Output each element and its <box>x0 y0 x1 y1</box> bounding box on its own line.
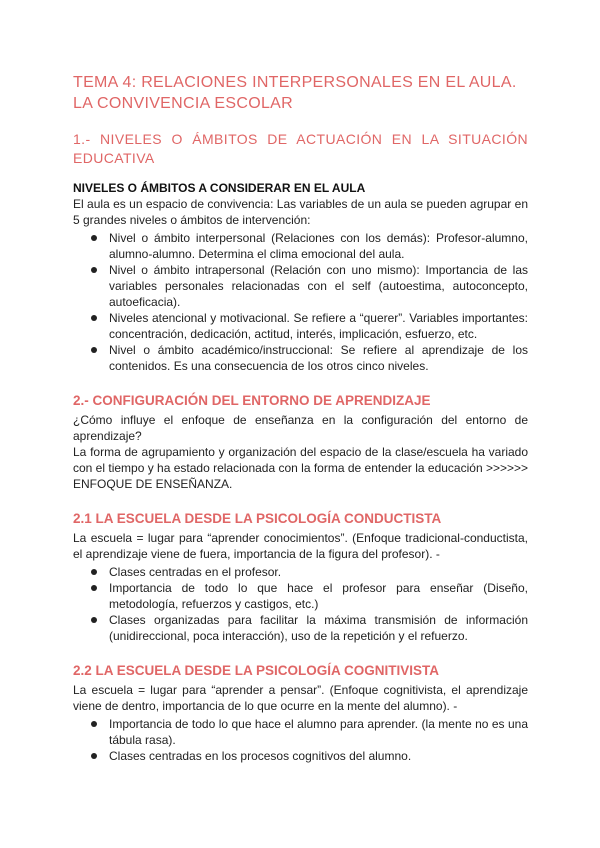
section-2-1-intro: La escuela = lugar para “aprender conocimientos”. (Enfoque tradicional-conductista, el aprendizaje viene de fuera, importancia de la figura del profesor). - <box>73 531 528 561</box>
section-1-title: 1.- NIVELES O ÁMBITOS DE ACTUACIÓN EN LA SITUACIÓN EDUCATIVA <box>73 131 528 166</box>
bullet-icon <box>91 315 97 321</box>
bullet-icon <box>91 235 97 241</box>
bullet-icon <box>91 267 97 273</box>
list-item: Clases centradas en el profesor. <box>91 564 528 580</box>
bullet-icon <box>91 753 97 759</box>
list-item: Clases centradas en los procesos cognitivos del alumno. <box>91 748 528 764</box>
bullet-icon <box>91 617 97 623</box>
section-1-intro: El aula es un espacio de convivencia: Las variables de un aula se pueden agrupar en 5 grandes niveles o ámbitos de intervención: <box>73 197 528 227</box>
section-2-2-list <box>73 716 528 764</box>
list-item: Nivel o ámbito académico/instruccional: Se refiere al aprendizaje de los contenidos. Es una consecuencia de los otros cinco niveles. <box>91 342 528 374</box>
section-1-list <box>73 230 528 374</box>
section-2-1-title: 2.1 LA ESCUELA DESDE LA PSICOLOGÍA CONDUCTISTA <box>73 511 442 526</box>
list-item: Importancia de todo lo que hace el profesor para enseñar (Diseño, metodología, refuerzos y castigos, etc.) <box>91 580 528 612</box>
section-2-2-title: 2.2 LA ESCUELA DESDE LA PSICOLOGÍA COGNITIVISTA <box>73 663 440 678</box>
bullet-icon <box>91 347 97 353</box>
list-item: Nivel o ámbito interpersonal (Relaciones con los demás): Profesor-alumno, alumno-alumno. Determina el clima emocional del aula. <box>91 230 528 262</box>
bullet-icon <box>91 569 97 575</box>
document-title: TEMA 4: RELACIONES INTERPERSONALES EN EL AULA. LA CONVIVENCIA ESCOLAR <box>73 74 517 112</box>
bullet-icon <box>91 585 97 591</box>
section-2-text: La forma de agrupamiento y organización del espacio de la clase/escuela ha variado con el tiempo y ha estado relacionada con la forma de entender la educación >>>>>> ENFOQUE DE ENSEÑANZA. <box>73 445 528 491</box>
document-content <box>73 72 528 764</box>
bullet-icon <box>91 721 97 727</box>
list-item: Clases organizadas para facilitar la máxima transmisión de información (unidireccional, poca interacción), uso de la repetición y el refuerzo. <box>91 612 528 644</box>
list-item: Niveles atencional y motivacional. Se refiere a “querer”. Variables importantes: concentración, dedicación, actitud, interés, implicación, esfuerzo, etc. <box>91 310 528 342</box>
section-2-question: ¿Cómo influye el enfoque de enseñanza en la configuración del entorno de aprendizaje? <box>73 413 528 443</box>
list-item: Importancia de todo lo que hace el alumno para aprender. (la mente no es una tábula rasa). <box>91 716 528 748</box>
section-1-subheading: NIVELES O ÁMBITOS A CONSIDERAR EN EL AULA <box>73 181 366 195</box>
section-2-title: 2.- CONFIGURACIÓN DEL ENTORNO DE APRENDIZAJE <box>73 393 431 408</box>
section-2-2-intro: La escuela = lugar para “aprender a pensar”. (Enfoque cognitivista, el aprendizaje viene de dentro, importancia de lo que ocurre en la mente del alumno). - <box>73 683 528 713</box>
section-2-1-list <box>73 564 528 644</box>
list-item: Nivel o ámbito intrapersonal (Relación con uno mismo): Importancia de las variables personales relacionadas con el self (autoestima, autoconcepto, autoeficacia). <box>91 262 528 310</box>
